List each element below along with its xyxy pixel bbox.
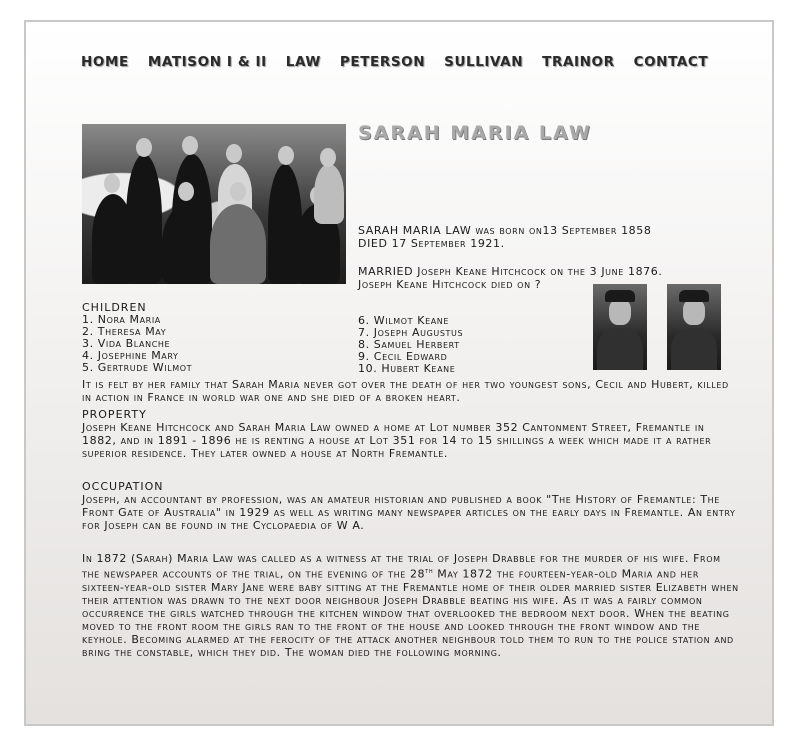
- list-item: 5. Gertrude Wilmot: [82, 361, 193, 374]
- birth-info: [358, 224, 738, 250]
- property-section: [82, 408, 742, 460]
- property-text: Joseph Keane Hitchcock and Sarah Maria Law owned a home at Lot number 352 Cantonment Street, Fremantle in 1882, and in 1891 - 1896 he is renting a house at Lot 351 for 14 to 15 shillings a week which made it a rather superior residence. They later owned a house at North Fremantle.: [82, 421, 712, 460]
- nav-law[interactable]: LAW: [285, 54, 321, 70]
- trial-text-start: In 1872 (Sarah) Maria Law was called as a witness at the trial of Joseph Drabble for the murder of his wife. From the newspaper accounts of the trial, on the evening of the 28: [82, 552, 721, 581]
- occupation-text: Joseph, an accountant by profession, was an amateur historian and published a book "The History of Fremantle: The Front Gate of Australia" in 1929 as well as writing many newspaper articles on the early days in Fremantle. An entry for Joseph can be found in the Cyclopaedia of W A.: [82, 493, 736, 532]
- list-item: 8. Samuel Herbert: [358, 338, 460, 351]
- occupation-heading: OCCUPATION: [82, 480, 164, 493]
- children-list-right: [358, 315, 463, 375]
- children-list-left: [82, 314, 192, 374]
- soldier-photo-hubert: [667, 284, 721, 370]
- list-item: 4. Josephine Mary: [82, 349, 179, 362]
- family-photo: [82, 124, 346, 284]
- page-title: SARAH MARIA LAW: [358, 122, 592, 144]
- nav-home[interactable]: HOME: [81, 54, 129, 70]
- list-item: 10. Hubert Keane: [358, 362, 456, 375]
- main-nav: [81, 54, 727, 74]
- nav-contact[interactable]: CONTACT: [633, 54, 709, 70]
- trial-ordinal: th: [425, 567, 434, 575]
- list-item: 1. Nora Maria: [82, 313, 161, 326]
- married-line: MARRIED Joseph Keane Hitchcock on the 3 June 1876.: [358, 265, 663, 278]
- trial-paragraph: [82, 552, 742, 659]
- nav-peterson[interactable]: PETERSON: [339, 54, 426, 70]
- list-item: 3. Vida Blanche: [82, 337, 171, 350]
- trial-text-end: May 1872 the fourteen-year-old Maria and her sixteen-year-old sister Mary Jane were baby sitting at the Fremantle home of their older married sister Elizabeth when their attention was drawn to the next door neighbour Joseph Drabble beating his wife. As it was a fairly common occurrence the girls watched through the kitchen window that overlooked the bedroom next door. When the beating moved to the front room the girls ran to the front of the house and looked through the front window and the keyhole. Becoming alarmed at the ferocity of the attack another neighbour told them to run to the police station and bring the constable, which they did. The woman died the following morning.: [82, 567, 739, 659]
- property-heading: PROPERTY: [82, 408, 147, 421]
- nav-sullivan[interactable]: SULLIVAN: [444, 54, 524, 70]
- occupation-section: [82, 480, 742, 532]
- soldier-photo-cecil: [593, 284, 647, 370]
- husband-death-line: Joseph Keane Hitchcock died on ?: [358, 278, 542, 291]
- page-frame: [24, 20, 774, 726]
- nav-matison[interactable]: MATISON I & II: [147, 54, 267, 70]
- nav-trainor[interactable]: TRAINOR: [542, 54, 615, 70]
- grief-paragraph: It is felt by her family that Sarah Maria never got over the death of her two youngest sons, Cecil and Hubert, killed in action in France in world war one and she died of a broken heart.: [82, 378, 729, 404]
- birth-line: SARAH MARIA LAW was born on13 September 1858: [358, 224, 652, 237]
- list-item: 7. Joseph Augustus: [358, 326, 464, 339]
- children-heading: CHILDREN: [82, 301, 147, 314]
- death-line: DIED 17 September 1921.: [358, 237, 505, 250]
- list-item: 9. Cecil Edward: [358, 350, 448, 363]
- list-item: 6. Wilmot Keane: [358, 314, 450, 327]
- list-item: 2. Theresa May: [82, 325, 167, 338]
